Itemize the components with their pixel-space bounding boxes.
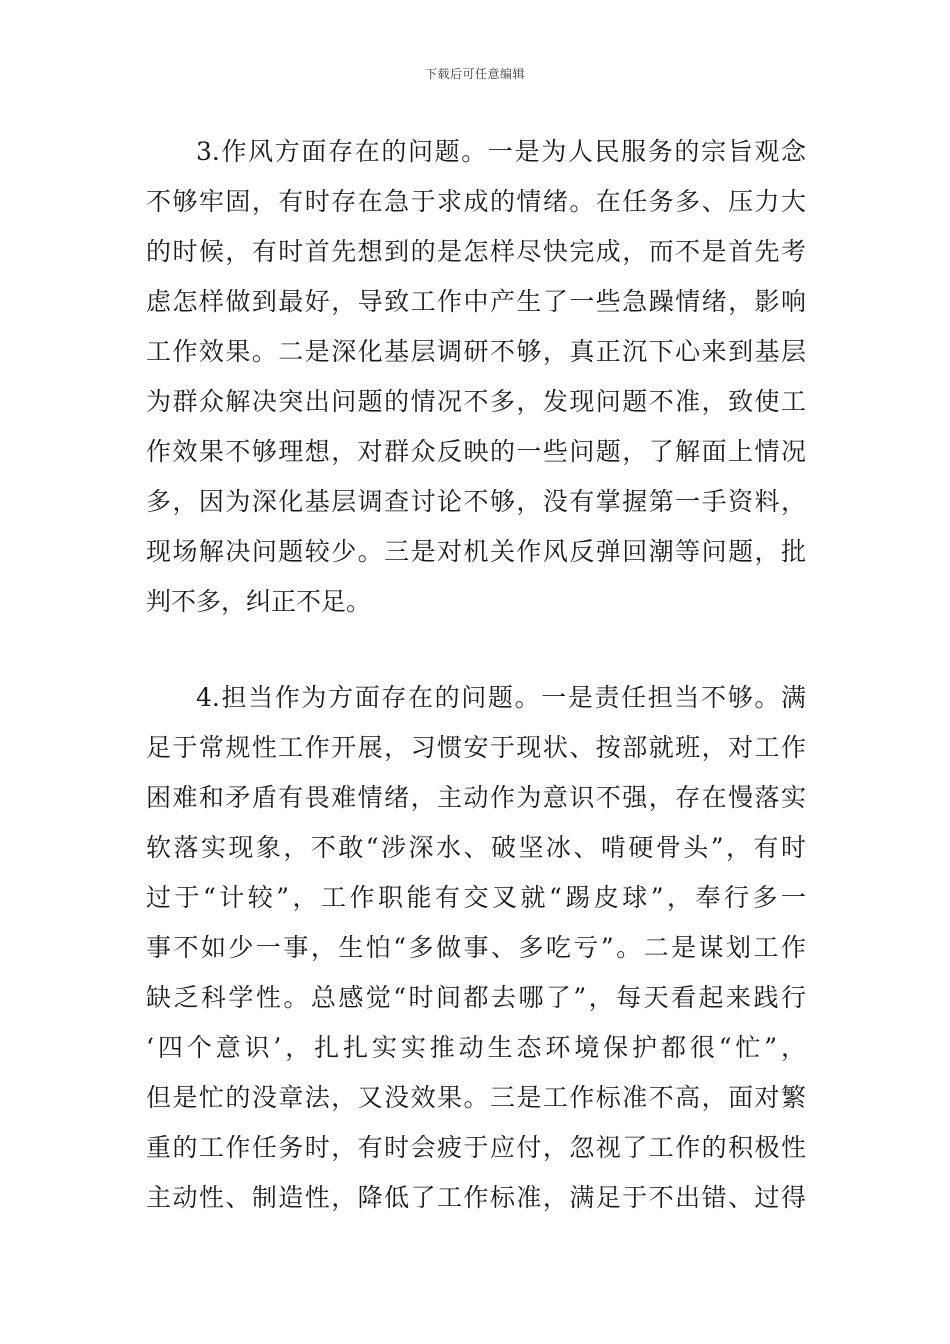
paragraph-line: 为群众解决突出问题的情况不多，发现问题不准，致使工 xyxy=(146,387,806,416)
paragraph-responsibility-issues xyxy=(146,673,806,1223)
paragraph-line: 足于常规性工作开展，习惯安于现状、按部就班，对工作 xyxy=(146,733,806,762)
paragraph-line: 过于“计较”，工作职能有交叉就“踢皮球”，奉行多一 xyxy=(146,883,806,912)
paragraph-work-style-issues xyxy=(146,127,806,627)
paragraph-line: 现场解决问题较少。三是对机关作风反弹回潮等问题，批 xyxy=(146,537,806,566)
paragraph-line: 4.担当作为方面存在的问题。一是责任担当不够。满 xyxy=(196,683,806,712)
paragraph-line: 3.作风方面存在的问题。一是为人民服务的宗旨观念 xyxy=(196,137,806,166)
paragraph-line: 重的工作任务时，有时会疲于应付，忽视了工作的积极性 xyxy=(146,1133,806,1162)
paragraph-line: ‘四个意识’，扎扎实实推动生态环境保护都很“忙”， xyxy=(146,1033,806,1062)
paragraph-line: 的时候，有时首先想到的是怎样尽快完成，而不是首先考 xyxy=(146,237,806,266)
paragraph-line: 判不多，纠正不足。 xyxy=(146,587,372,616)
paragraph-line: 事不如少一事，生怕“多做事、多吃亏”。二是谋划工作 xyxy=(146,933,806,962)
paragraph-line: 工作效果。二是深化基层调研不够，真正沉下心来到基层 xyxy=(146,337,806,366)
paragraph-line: 作效果不够理想，对群众反映的一些问题，了解面上情况 xyxy=(146,437,806,466)
paragraph-line: 不够牢固，有时存在急于求成的情绪。在任务多、压力大 xyxy=(146,187,806,216)
paragraph-line: 软落实现象，不敢“涉深水、破坚冰、啃硬骨头”，有时 xyxy=(146,833,806,862)
paragraph-line: 多，因为深化基层调查讨论不够，没有掌握第一手资料， xyxy=(146,487,806,516)
paragraph-line: 但是忙的没章法，又没效果。三是工作标准不高，面对繁 xyxy=(146,1083,806,1112)
paragraph-line: 缺乏科学性。总感觉“时间都去哪了”，每天看起来践行 xyxy=(146,983,806,1012)
paragraph-line: 困难和矛盾有畏难情绪，主动作为意识不强，存在慢落实 xyxy=(146,783,806,812)
paragraph-line: 虑怎样做到最好，导致工作中产生了一些急躁情绪，影响 xyxy=(146,287,806,316)
page-header: 下载后可任意编辑 xyxy=(424,67,525,81)
paragraph-line: 主动性、制造性，降低了工作标准，满足于不出错、过得 xyxy=(146,1183,806,1212)
